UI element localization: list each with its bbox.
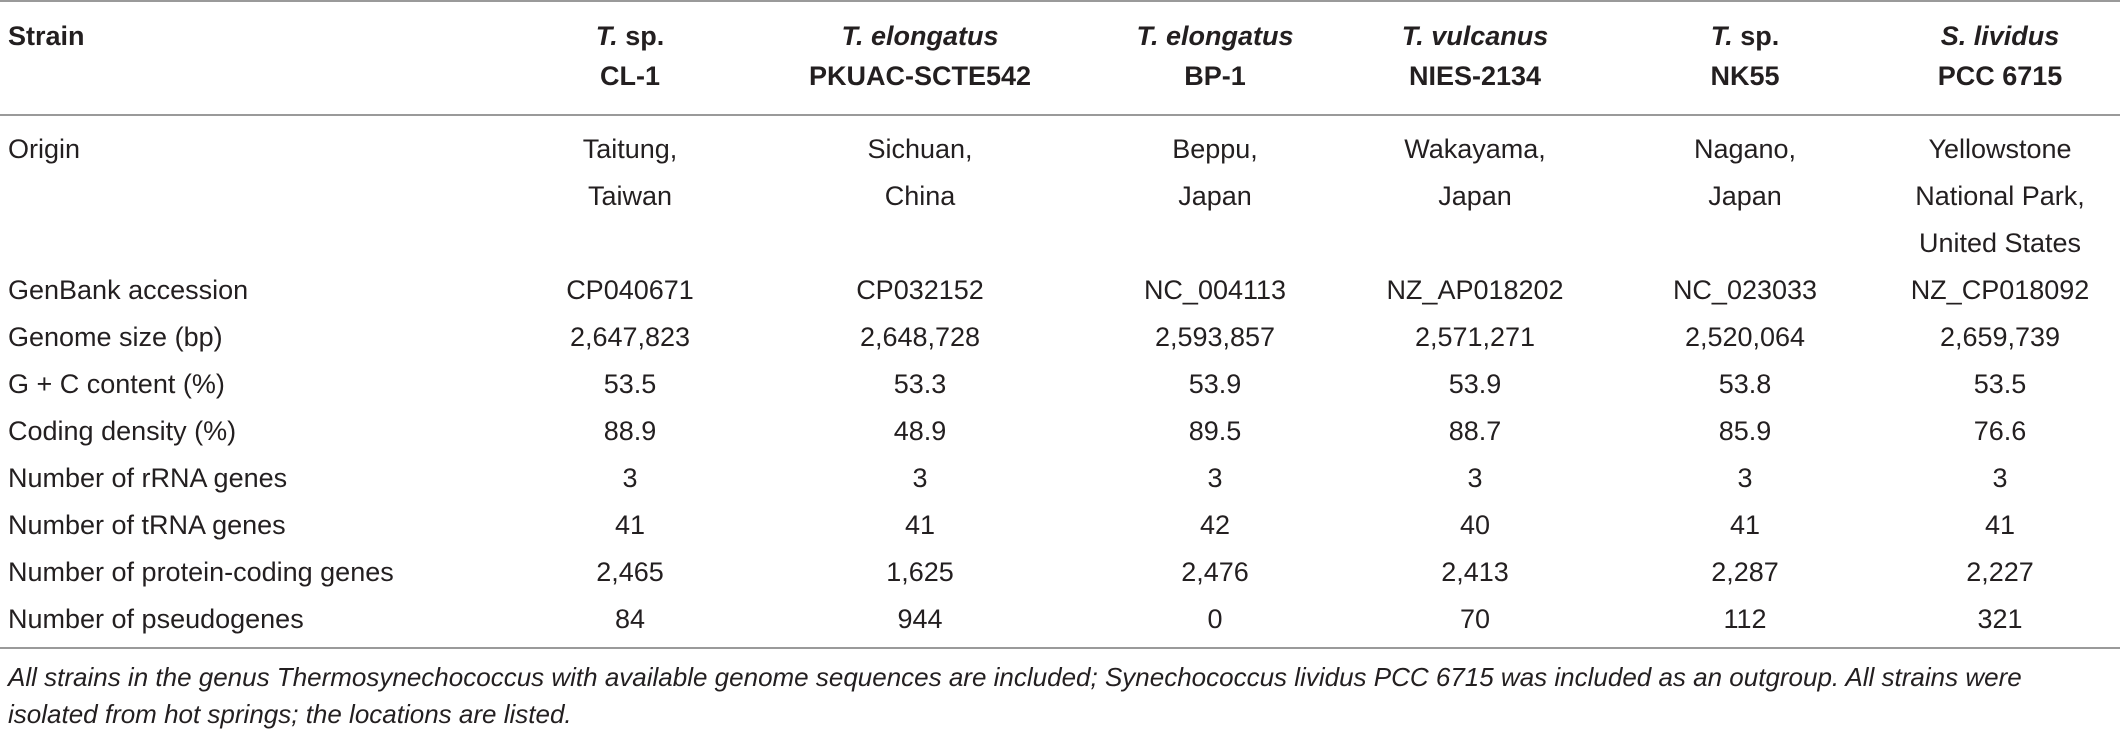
table-cell: 88.7 (1448, 416, 1502, 446)
origin-line: Sichuan, (867, 134, 973, 164)
origin-line: Japan (1708, 181, 1782, 211)
table-cell: NZ_CP018092 (1910, 275, 2090, 305)
table-cell: 76.6 (1973, 416, 2027, 446)
table-cell: 112 (1723, 604, 1767, 634)
table-cell: 40 (1459, 510, 1491, 540)
table-cell: 2,571,271 (1414, 322, 1536, 352)
row-label: Number of tRNA genes (8, 510, 286, 540)
row-label: G + C content (%) (8, 369, 225, 399)
table-cell: NC_004113 (1143, 275, 1287, 305)
origin-cell (1610, 115, 1880, 267)
strain-name: T. elongatus (1136, 21, 1294, 51)
header-strain-2 (750, 1, 1090, 115)
table-cell: 53.3 (893, 369, 947, 399)
table-cell: 53.5 (1973, 369, 2027, 399)
table-cell: 3 (622, 463, 638, 493)
table-row-pseudogenes (0, 596, 2120, 648)
table-cell: 2,287 (1711, 557, 1779, 587)
row-label: Coding density (%) (8, 416, 237, 446)
strain-name: T. (1710, 21, 1733, 51)
table-cell: 2,520,064 (1684, 322, 1806, 352)
origin-line: Japan (1178, 181, 1252, 211)
strain-id: NK55 (1710, 61, 1780, 91)
table-cell: 41 (614, 510, 646, 540)
origin-line: Taiwan (587, 181, 673, 211)
origin-line: China (884, 181, 956, 211)
header-strain-1 (510, 1, 750, 115)
origin-line: United States (1918, 228, 2082, 258)
table-cell: 89.5 (1188, 416, 1242, 446)
table-footnote: All strains in the genus Thermosynechococcus with available genome sequences are included; Synechococcus lividus PCC 6715 was included as an outgroup. All strains were isolated from hot springs; the locations are listed. (8, 662, 2022, 729)
origin-line: Nagano, (1693, 134, 1797, 164)
table-cell: 2,647,823 (569, 322, 691, 352)
origin-cell (750, 115, 1090, 267)
table-cell: 2,648,728 (859, 322, 981, 352)
table-row-gc-content (0, 361, 2120, 408)
strain-name: S. lividus (1940, 21, 2060, 51)
table-row-rrna-genes (0, 455, 2120, 502)
table-cell: 3 (1207, 463, 1223, 493)
table-cell: 48.9 (893, 416, 947, 446)
header-strain-6 (1880, 1, 2120, 115)
origin-cell (510, 115, 750, 267)
origin-line: Yellowstone (1928, 134, 2072, 164)
table-cell: 3 (1737, 463, 1753, 493)
origin-line: Wakayama, (1404, 134, 1546, 164)
table-row-origin (0, 115, 2120, 267)
table-row-genome-size (0, 314, 2120, 361)
origin-line: Beppu, (1172, 134, 1258, 164)
table-cell: 53.5 (603, 369, 657, 399)
table-cell: 2,476 (1181, 557, 1249, 587)
table-cell: 85.9 (1718, 416, 1772, 446)
table-cell: 53.9 (1188, 369, 1242, 399)
origin-line: Taitung, (582, 134, 678, 164)
row-label: Number of protein-coding genes (8, 557, 394, 587)
row-label: Genome size (bp) (8, 322, 223, 352)
strain-id: PCC 6715 (1937, 61, 2063, 91)
table-cell: 2,593,857 (1154, 322, 1276, 352)
table-cell: NZ_AP018202 (1386, 275, 1564, 305)
table-cell: NC_023033 (1672, 275, 1818, 305)
origin-cell (1090, 115, 1340, 267)
table-row-protein-coding-genes (0, 549, 2120, 596)
table-cell: 3 (1992, 463, 2008, 493)
table-cell: 944 (897, 604, 943, 634)
table-cell: 53.8 (1718, 369, 1772, 399)
table-cell: 3 (1467, 463, 1483, 493)
strain-name: T. (595, 21, 618, 51)
row-label: Origin (8, 134, 81, 164)
table-cell: CP032152 (856, 275, 984, 305)
table-cell: 70 (1459, 604, 1491, 634)
table-cell: 1,625 (886, 557, 954, 587)
strain-suffix: sp. (617, 21, 665, 51)
strain-id: PKUAC-SCTE542 (808, 61, 1032, 91)
table-cell: 41 (1729, 510, 1761, 540)
table-footnote-row (0, 648, 2120, 733)
table-row-genbank (0, 267, 2120, 314)
strain-name: T. vulcanus (1401, 21, 1549, 51)
table-cell: 53.9 (1448, 369, 1502, 399)
origin-cell (1340, 115, 1610, 267)
header-strain-label: Strain (8, 21, 85, 51)
table-cell: 2,659,739 (1939, 322, 2061, 352)
table-cell: 321 (1977, 604, 2023, 634)
table-cell: 3 (912, 463, 928, 493)
table-cell: 42 (1199, 510, 1231, 540)
strain-id: CL-1 (600, 61, 660, 91)
strain-id: NIES-2134 (1408, 61, 1542, 91)
row-label: GenBank accession (8, 275, 249, 305)
table-cell: 2,413 (1441, 557, 1509, 587)
table-cell: 0 (1207, 604, 1223, 634)
table-cell: 2,227 (1966, 557, 2034, 587)
origin-line: Japan (1438, 181, 1512, 211)
table-cell: 41 (904, 510, 936, 540)
table-cell: 41 (1984, 510, 2016, 540)
table-cell: 88.9 (603, 416, 657, 446)
origin-cell (1880, 115, 2120, 267)
table-row-coding-density (0, 408, 2120, 455)
origin-line: National Park, (1915, 181, 2085, 211)
strain-suffix: sp. (1732, 21, 1780, 51)
table-cell: 2,465 (596, 557, 664, 587)
header-strain-5 (1610, 1, 1880, 115)
row-label: Number of pseudogenes (8, 604, 304, 634)
table-cell: 84 (614, 604, 646, 634)
row-label: Number of rRNA genes (8, 463, 288, 493)
table-header-row (0, 1, 2120, 115)
strain-name: T. elongatus (841, 21, 999, 51)
table-row-trna-genes (0, 502, 2120, 549)
header-strain-4 (1340, 1, 1610, 115)
strain-id: BP-1 (1184, 61, 1246, 91)
header-strain-3 (1090, 1, 1340, 115)
table-cell: CP040671 (566, 275, 694, 305)
